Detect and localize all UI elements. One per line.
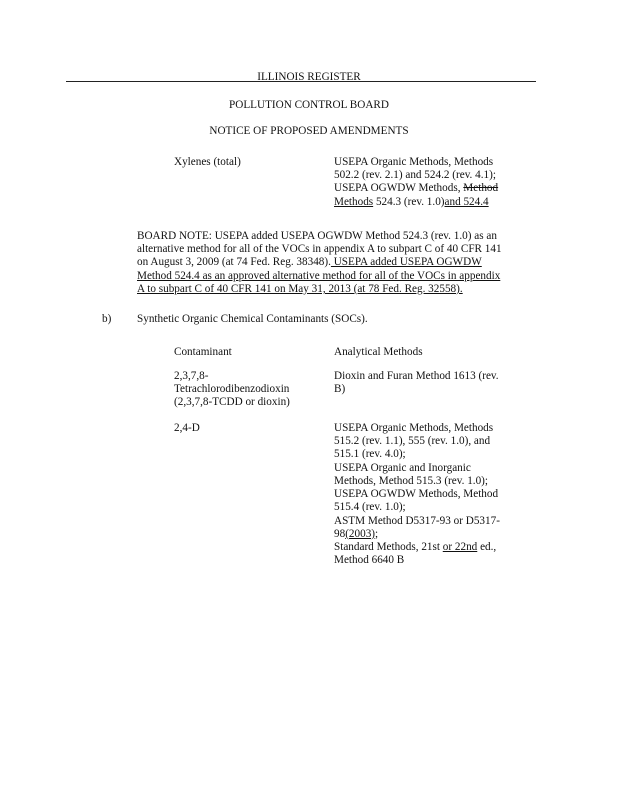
board-note-line: BOARD NOTE: USEPA added USEPA OGWDW Method 524.3 (rev. 1.0) as an bbox=[137, 230, 497, 242]
method-text: ed., bbox=[477, 540, 497, 553]
contaminant-line: 2,3,7,8- bbox=[174, 370, 209, 382]
method-line: USEPA OGWDW Methods, Method bbox=[334, 488, 499, 501]
method-text: ; bbox=[375, 527, 379, 540]
method-line bbox=[334, 528, 534, 541]
contaminant-line: Tetrachlorodibenzodioxin bbox=[174, 383, 290, 396]
inserted-text: (2003) bbox=[345, 527, 376, 540]
column-header-methods: Analytical Methods bbox=[334, 346, 423, 358]
xylenes-method-text: 524.3 (rev. 1.0) bbox=[375, 195, 445, 208]
board-note-line: Method 524.4 as an approved alternative method for all of the VOCs in appendix bbox=[137, 269, 501, 282]
method-line: Dioxin and Furan Method 1613 (rev. bbox=[334, 370, 499, 382]
contaminant-line: (2,3,7,8-TCDD or dioxin) bbox=[174, 396, 290, 409]
method-line: 515.1 (rev. 4.0); bbox=[334, 448, 406, 461]
board-note bbox=[137, 230, 537, 296]
method-line: Method 6640 B bbox=[334, 554, 405, 567]
method-line: 515.4 (rev. 1.0); bbox=[334, 501, 406, 514]
register-title: ILLINOIS REGISTER bbox=[257, 71, 361, 83]
method-line bbox=[334, 541, 534, 554]
section-label: b) bbox=[102, 313, 112, 325]
method-text: 98 bbox=[334, 527, 346, 540]
xylenes-method-line: USEPA Organic Methods, Methods bbox=[334, 156, 494, 168]
method-line: ASTM Method D5317-93 or D5317- bbox=[334, 514, 500, 527]
board-title: POLLUTION CONTROL BOARD bbox=[229, 99, 389, 111]
tcdd-methods bbox=[334, 370, 534, 396]
d24-methods bbox=[334, 422, 534, 567]
board-note-line: A to subpart C of 40 CFR 141 on May 31, 2013 (at 78 Fed. Reg. 32558). bbox=[137, 282, 463, 295]
board-note-line bbox=[137, 256, 537, 269]
board-note-text: on August 3, 2009 (at 74 Fed. Reg. 38348). bbox=[137, 256, 331, 269]
inserted-text: and 524.4 bbox=[444, 195, 489, 208]
method-line: USEPA Organic Methods, Methods bbox=[334, 422, 494, 434]
xylenes-contaminant: Xylenes (total) bbox=[174, 156, 241, 168]
xylenes-method-line bbox=[334, 182, 534, 195]
d24-contaminant bbox=[174, 422, 324, 435]
board-note-line: alternative method for all of the VOCs in appendix A to subpart C of 40 CFR 141 bbox=[137, 243, 502, 256]
notice-title: NOTICE OF PROPOSED AMENDMENTS bbox=[209, 125, 409, 137]
inserted-text: Methods bbox=[334, 195, 374, 208]
xylenes-method-line: 502.2 (rev. 2.1) and 524.2 (rev. 4.1); bbox=[334, 169, 496, 182]
inserted-text: USEPA added USEPA OGWDW bbox=[330, 256, 482, 269]
xylenes-method-line bbox=[334, 196, 534, 209]
tcdd-contaminant bbox=[174, 370, 324, 410]
method-line: USEPA Organic and Inorganic bbox=[334, 461, 471, 474]
section-title: Synthetic Organic Chemical Contaminants (SOCs). bbox=[137, 313, 368, 325]
xylenes-method-text: USEPA OGWDW Methods, bbox=[334, 182, 461, 195]
column-header-contaminant: Contaminant bbox=[174, 346, 232, 358]
inserted-text: or 22nd bbox=[442, 540, 478, 553]
method-text: Standard Methods, 21st bbox=[334, 540, 443, 553]
xylenes-methods bbox=[334, 156, 534, 209]
method-line: Methods, Method 515.3 (rev. 1.0); bbox=[334, 474, 489, 487]
method-line: 515.2 (rev. 1.1), 555 (rev. 1.0), and bbox=[334, 435, 491, 448]
struck-text: Method bbox=[463, 182, 499, 195]
method-line: B) bbox=[334, 383, 346, 396]
contaminant-line: 2,4-D bbox=[174, 422, 200, 434]
